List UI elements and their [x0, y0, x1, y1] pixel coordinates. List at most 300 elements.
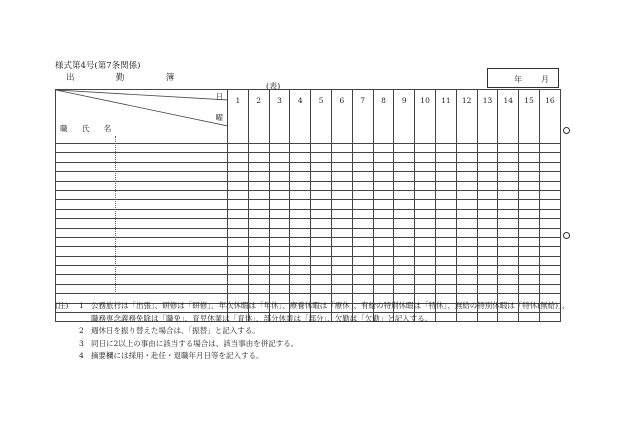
day-cell[interactable]	[269, 275, 290, 284]
day-cell[interactable]	[435, 181, 456, 190]
day-cell[interactable]	[477, 256, 498, 265]
day-cell[interactable]	[248, 219, 269, 228]
notes-lead: (注)	[55, 301, 69, 310]
day-cell[interactable]	[394, 266, 415, 275]
day-cell[interactable]	[228, 266, 249, 275]
day-cell[interactable]	[394, 162, 415, 171]
day-cell[interactable]	[331, 256, 352, 265]
day-cell[interactable]	[415, 275, 436, 284]
day-cell[interactable]	[477, 228, 498, 237]
day-cell[interactable]	[290, 256, 311, 265]
day-cell[interactable]	[435, 144, 456, 153]
day-cell[interactable]	[435, 162, 456, 171]
day-cell[interactable]	[248, 153, 269, 162]
day-cell[interactable]	[228, 219, 249, 228]
note-number: 1	[79, 301, 84, 310]
day-cell[interactable]	[498, 162, 519, 171]
day-cell[interactable]	[498, 209, 519, 218]
day-cell[interactable]	[435, 172, 456, 181]
day-header-cell: 5	[311, 90, 332, 144]
day-cell[interactable]	[248, 237, 269, 246]
day-cell[interactable]	[477, 219, 498, 228]
day-cell[interactable]	[394, 256, 415, 265]
day-cell[interactable]	[248, 172, 269, 181]
table-row	[56, 284, 561, 293]
day-header-cell: 13	[477, 90, 498, 144]
day-cell[interactable]	[331, 284, 352, 293]
day-cell[interactable]	[352, 237, 373, 246]
day-cell[interactable]	[498, 172, 519, 181]
day-cell[interactable]	[228, 284, 249, 293]
day-header-cell: 16	[539, 90, 560, 144]
day-cell[interactable]	[456, 200, 477, 209]
day-cell[interactable]	[415, 162, 436, 171]
attendance-table	[55, 89, 561, 322]
day-cell[interactable]	[539, 209, 560, 218]
day-cell[interactable]	[269, 144, 290, 153]
day-cell[interactable]	[456, 275, 477, 284]
day-cell[interactable]	[519, 247, 540, 256]
day-header-cell: 14	[498, 90, 519, 144]
name-cell[interactable]	[56, 209, 228, 218]
day-cell[interactable]	[498, 266, 519, 275]
day-cell[interactable]	[373, 153, 394, 162]
year-label: 年	[514, 75, 522, 84]
day-cell[interactable]	[477, 172, 498, 181]
table-row	[56, 219, 561, 228]
day-cell[interactable]	[477, 284, 498, 293]
day-cell[interactable]	[539, 228, 560, 237]
day-cell[interactable]	[228, 144, 249, 153]
day-cell[interactable]	[290, 275, 311, 284]
day-cell[interactable]	[519, 237, 540, 246]
day-cell[interactable]	[331, 237, 352, 246]
day-cell[interactable]	[519, 284, 540, 293]
day-cell[interactable]	[373, 219, 394, 228]
day-cell[interactable]	[290, 172, 311, 181]
day-cell[interactable]	[311, 266, 332, 275]
day-cell[interactable]	[290, 247, 311, 256]
day-cell[interactable]	[269, 247, 290, 256]
day-cell[interactable]	[415, 209, 436, 218]
day-cell[interactable]	[311, 153, 332, 162]
day-cell[interactable]	[415, 144, 436, 153]
day-cell[interactable]	[539, 237, 560, 246]
day-cell[interactable]	[352, 181, 373, 190]
day-cell[interactable]	[519, 144, 540, 153]
day-cell[interactable]	[456, 284, 477, 293]
day-cell[interactable]	[477, 190, 498, 199]
day-cell[interactable]	[498, 190, 519, 199]
day-cell[interactable]	[352, 219, 373, 228]
day-cell[interactable]	[269, 172, 290, 181]
table-row	[56, 144, 561, 153]
day-cell[interactable]	[498, 256, 519, 265]
day-cell[interactable]	[415, 237, 436, 246]
ledger-title	[66, 71, 174, 83]
day-cell[interactable]	[477, 275, 498, 284]
day-cell[interactable]	[415, 200, 436, 209]
note-text: 摘要欄には採用・赴任・退職年月日等を記入する。	[91, 351, 264, 360]
day-cell[interactable]	[290, 237, 311, 246]
day-cell[interactable]	[248, 200, 269, 209]
day-cell[interactable]	[435, 237, 456, 246]
day-cell[interactable]	[290, 228, 311, 237]
day-cell[interactable]	[394, 284, 415, 293]
day-cell[interactable]	[290, 209, 311, 218]
day-cell[interactable]	[539, 200, 560, 209]
day-cell[interactable]	[498, 284, 519, 293]
day-cell[interactable]	[456, 181, 477, 190]
day-cell[interactable]	[394, 275, 415, 284]
day-cell[interactable]	[415, 219, 436, 228]
day-cell[interactable]	[311, 256, 332, 265]
day-header-cell: 15	[519, 90, 540, 144]
name-cell[interactable]	[56, 200, 228, 209]
day-cell[interactable]	[331, 247, 352, 256]
name-cell[interactable]	[56, 256, 228, 265]
day-cell[interactable]	[435, 200, 456, 209]
name-cell[interactable]	[56, 144, 228, 153]
day-cell[interactable]	[498, 219, 519, 228]
day-cell[interactable]	[228, 247, 249, 256]
day-cell[interactable]	[498, 200, 519, 209]
day-cell[interactable]	[519, 181, 540, 190]
day-cell[interactable]	[269, 153, 290, 162]
day-cell[interactable]	[394, 181, 415, 190]
day-cell[interactable]	[415, 266, 436, 275]
day-cell[interactable]	[228, 228, 249, 237]
day-cell[interactable]	[498, 275, 519, 284]
day-cell[interactable]	[539, 172, 560, 181]
day-cell[interactable]	[373, 209, 394, 218]
day-cell[interactable]	[352, 172, 373, 181]
day-cell[interactable]	[456, 209, 477, 218]
day-cell[interactable]	[435, 266, 456, 275]
day-cell[interactable]	[435, 190, 456, 199]
day-cell[interactable]	[477, 247, 498, 256]
name-cell[interactable]	[56, 181, 228, 190]
day-cell[interactable]	[498, 237, 519, 246]
day-cell[interactable]	[539, 181, 560, 190]
day-cell[interactable]	[519, 209, 540, 218]
name-cell[interactable]	[56, 162, 228, 171]
day-cell[interactable]	[228, 172, 249, 181]
day-header-cell: 6	[331, 90, 352, 144]
day-cell[interactable]	[331, 181, 352, 190]
day-cell[interactable]	[456, 172, 477, 181]
day-cell[interactable]	[352, 144, 373, 153]
day-cell[interactable]	[435, 153, 456, 162]
day-cell[interactable]	[456, 256, 477, 265]
day-cell[interactable]	[373, 247, 394, 256]
day-cell[interactable]	[539, 219, 560, 228]
day-cell[interactable]	[394, 200, 415, 209]
day-cell[interactable]	[269, 181, 290, 190]
year-month-box	[487, 68, 559, 88]
day-cell[interactable]	[435, 275, 456, 284]
ledger-title-char-2: 勤	[115, 73, 125, 83]
day-cell[interactable]	[331, 228, 352, 237]
day-cell[interactable]	[394, 153, 415, 162]
day-cell[interactable]	[248, 162, 269, 171]
day-cell[interactable]	[352, 153, 373, 162]
day-cell[interactable]	[435, 284, 456, 293]
day-label: 日	[215, 92, 223, 101]
day-cell[interactable]	[477, 209, 498, 218]
note-number: 2	[79, 326, 84, 335]
day-cell[interactable]	[435, 256, 456, 265]
day-cell[interactable]	[290, 144, 311, 153]
day-cell[interactable]	[248, 228, 269, 237]
day-cell[interactable]	[394, 228, 415, 237]
day-cell[interactable]	[415, 284, 436, 293]
day-cell[interactable]	[373, 190, 394, 199]
day-cell[interactable]	[331, 162, 352, 171]
day-cell[interactable]	[373, 256, 394, 265]
day-cell[interactable]	[311, 237, 332, 246]
day-cell[interactable]	[290, 284, 311, 293]
day-cell[interactable]	[311, 190, 332, 199]
day-cell[interactable]	[269, 237, 290, 246]
day-cell[interactable]	[519, 200, 540, 209]
day-cell[interactable]	[311, 284, 332, 293]
day-cell[interactable]	[519, 275, 540, 284]
day-cell[interactable]	[228, 256, 249, 265]
day-cell[interactable]	[415, 190, 436, 199]
day-cell[interactable]	[352, 275, 373, 284]
day-cell[interactable]	[290, 266, 311, 275]
day-cell[interactable]	[269, 256, 290, 265]
day-cell[interactable]	[498, 247, 519, 256]
day-cell[interactable]	[394, 219, 415, 228]
day-cell[interactable]	[477, 266, 498, 275]
day-cell[interactable]	[248, 209, 269, 218]
day-cell[interactable]	[539, 266, 560, 275]
day-cell[interactable]	[311, 247, 332, 256]
day-cell[interactable]	[352, 162, 373, 171]
name-cell[interactable]	[56, 219, 228, 228]
day-cell[interactable]	[248, 144, 269, 153]
day-cell[interactable]	[539, 162, 560, 171]
table-row	[56, 209, 561, 218]
note-text: 同日に2以上の事由に該当する場合は、該当事由を併記する。	[91, 338, 299, 348]
day-cell[interactable]	[456, 190, 477, 199]
day-cell[interactable]	[311, 172, 332, 181]
day-cell[interactable]	[539, 284, 560, 293]
name-cell[interactable]	[56, 266, 228, 275]
day-cell[interactable]	[269, 209, 290, 218]
day-cell[interactable]	[228, 237, 249, 246]
day-cell[interactable]	[456, 266, 477, 275]
day-cell[interactable]	[498, 228, 519, 237]
day-cell[interactable]	[394, 237, 415, 246]
day-cell[interactable]	[352, 190, 373, 199]
day-cell[interactable]	[435, 228, 456, 237]
day-cell[interactable]	[269, 284, 290, 293]
day-cell[interactable]	[519, 162, 540, 171]
day-cell[interactable]	[394, 190, 415, 199]
day-cell[interactable]	[539, 144, 560, 153]
name-cell[interactable]	[56, 275, 228, 284]
day-cell[interactable]	[311, 209, 332, 218]
day-cell[interactable]	[228, 209, 249, 218]
day-cell[interactable]	[456, 153, 477, 162]
day-cell[interactable]	[248, 247, 269, 256]
day-cell[interactable]	[269, 162, 290, 171]
day-cell[interactable]	[477, 237, 498, 246]
name-cell[interactable]	[56, 190, 228, 199]
day-cell[interactable]	[290, 219, 311, 228]
day-cell[interactable]	[415, 181, 436, 190]
day-cell[interactable]	[519, 266, 540, 275]
day-cell[interactable]	[228, 190, 249, 199]
day-cell[interactable]	[435, 209, 456, 218]
day-cell[interactable]	[394, 209, 415, 218]
day-cell[interactable]	[290, 200, 311, 209]
day-cell[interactable]	[373, 172, 394, 181]
day-cell[interactable]	[539, 275, 560, 284]
day-cell[interactable]	[373, 284, 394, 293]
day-cell[interactable]	[539, 247, 560, 256]
day-cell[interactable]	[331, 266, 352, 275]
day-cell[interactable]	[352, 284, 373, 293]
day-cell[interactable]	[290, 162, 311, 171]
day-cell[interactable]	[248, 275, 269, 284]
day-cell[interactable]	[435, 219, 456, 228]
day-cell[interactable]	[248, 256, 269, 265]
day-cell[interactable]	[394, 144, 415, 153]
day-cell[interactable]	[456, 219, 477, 228]
day-cell[interactable]	[435, 247, 456, 256]
day-cell[interactable]	[352, 200, 373, 209]
ledger-title-char-1: 出	[66, 73, 75, 83]
day-cell[interactable]	[539, 190, 560, 199]
name-cell[interactable]	[56, 228, 228, 237]
day-cell[interactable]	[248, 190, 269, 199]
day-cell[interactable]	[456, 237, 477, 246]
day-cell[interactable]	[519, 153, 540, 162]
day-cell[interactable]	[311, 181, 332, 190]
day-cell[interactable]	[498, 181, 519, 190]
day-cell[interactable]	[269, 200, 290, 209]
day-cell[interactable]	[373, 181, 394, 190]
day-cell[interactable]	[415, 228, 436, 237]
day-cell[interactable]	[373, 275, 394, 284]
name-cell[interactable]	[56, 247, 228, 256]
day-cell[interactable]	[477, 162, 498, 171]
day-cell[interactable]	[331, 190, 352, 199]
day-cell[interactable]	[269, 266, 290, 275]
day-cell[interactable]	[311, 200, 332, 209]
day-cell[interactable]	[477, 200, 498, 209]
day-cell[interactable]	[311, 162, 332, 171]
day-cell[interactable]	[228, 181, 249, 190]
day-cell[interactable]	[415, 256, 436, 265]
day-cell[interactable]	[311, 275, 332, 284]
day-cell[interactable]	[373, 266, 394, 275]
day-cell[interactable]	[373, 200, 394, 209]
day-cell[interactable]	[539, 256, 560, 265]
day-cell[interactable]	[311, 144, 332, 153]
name-cell[interactable]	[56, 172, 228, 181]
note-number: 3	[79, 338, 84, 348]
day-cell[interactable]	[394, 172, 415, 181]
day-cell[interactable]	[415, 172, 436, 181]
day-cell[interactable]	[228, 162, 249, 171]
day-cell[interactable]	[311, 228, 332, 237]
day-cell[interactable]	[331, 219, 352, 228]
day-cell[interactable]	[331, 153, 352, 162]
day-cell[interactable]	[228, 153, 249, 162]
name-cell[interactable]	[56, 153, 228, 162]
day-cell[interactable]	[228, 200, 249, 209]
day-cell[interactable]	[290, 190, 311, 199]
day-cell[interactable]	[519, 219, 540, 228]
day-cell[interactable]	[290, 181, 311, 190]
day-cell[interactable]	[331, 275, 352, 284]
day-cell[interactable]	[269, 190, 290, 199]
day-cell[interactable]	[248, 266, 269, 275]
day-cell[interactable]	[456, 144, 477, 153]
day-cell[interactable]	[352, 256, 373, 265]
table-row	[56, 237, 561, 246]
day-cell[interactable]	[519, 256, 540, 265]
day-cell[interactable]	[415, 247, 436, 256]
name-cell[interactable]	[56, 284, 228, 293]
day-cell[interactable]	[519, 190, 540, 199]
day-cell[interactable]	[331, 172, 352, 181]
day-cell[interactable]	[248, 284, 269, 293]
day-cell[interactable]	[519, 228, 540, 237]
day-cell[interactable]	[456, 228, 477, 237]
notes-section	[55, 300, 575, 363]
day-cell[interactable]	[373, 162, 394, 171]
day-cell[interactable]	[352, 209, 373, 218]
day-cell[interactable]	[373, 228, 394, 237]
day-cell[interactable]	[331, 209, 352, 218]
note-item	[55, 325, 575, 338]
day-cell[interactable]	[456, 247, 477, 256]
day-cell[interactable]	[394, 247, 415, 256]
day-cell[interactable]	[352, 266, 373, 275]
day-cell[interactable]	[477, 153, 498, 162]
day-cell[interactable]	[373, 144, 394, 153]
day-cell[interactable]	[352, 228, 373, 237]
day-cell[interactable]	[228, 275, 249, 284]
day-cell[interactable]	[373, 237, 394, 246]
day-cell[interactable]	[415, 153, 436, 162]
day-cell[interactable]	[331, 144, 352, 153]
day-cell[interactable]	[269, 219, 290, 228]
day-cell[interactable]	[331, 200, 352, 209]
day-cell[interactable]	[456, 162, 477, 171]
day-cell[interactable]	[290, 153, 311, 162]
ledger-title-char-3: 簿	[165, 73, 175, 83]
table-row	[56, 181, 561, 190]
name-cell[interactable]	[56, 237, 228, 246]
day-cell[interactable]	[498, 153, 519, 162]
day-cell[interactable]	[248, 181, 269, 190]
day-cell[interactable]	[519, 172, 540, 181]
day-cell[interactable]	[498, 144, 519, 153]
day-cell[interactable]	[311, 219, 332, 228]
day-cell[interactable]	[352, 247, 373, 256]
day-cell[interactable]	[477, 144, 498, 153]
day-cell[interactable]	[269, 228, 290, 237]
day-cell[interactable]	[539, 153, 560, 162]
day-cell[interactable]	[477, 181, 498, 190]
